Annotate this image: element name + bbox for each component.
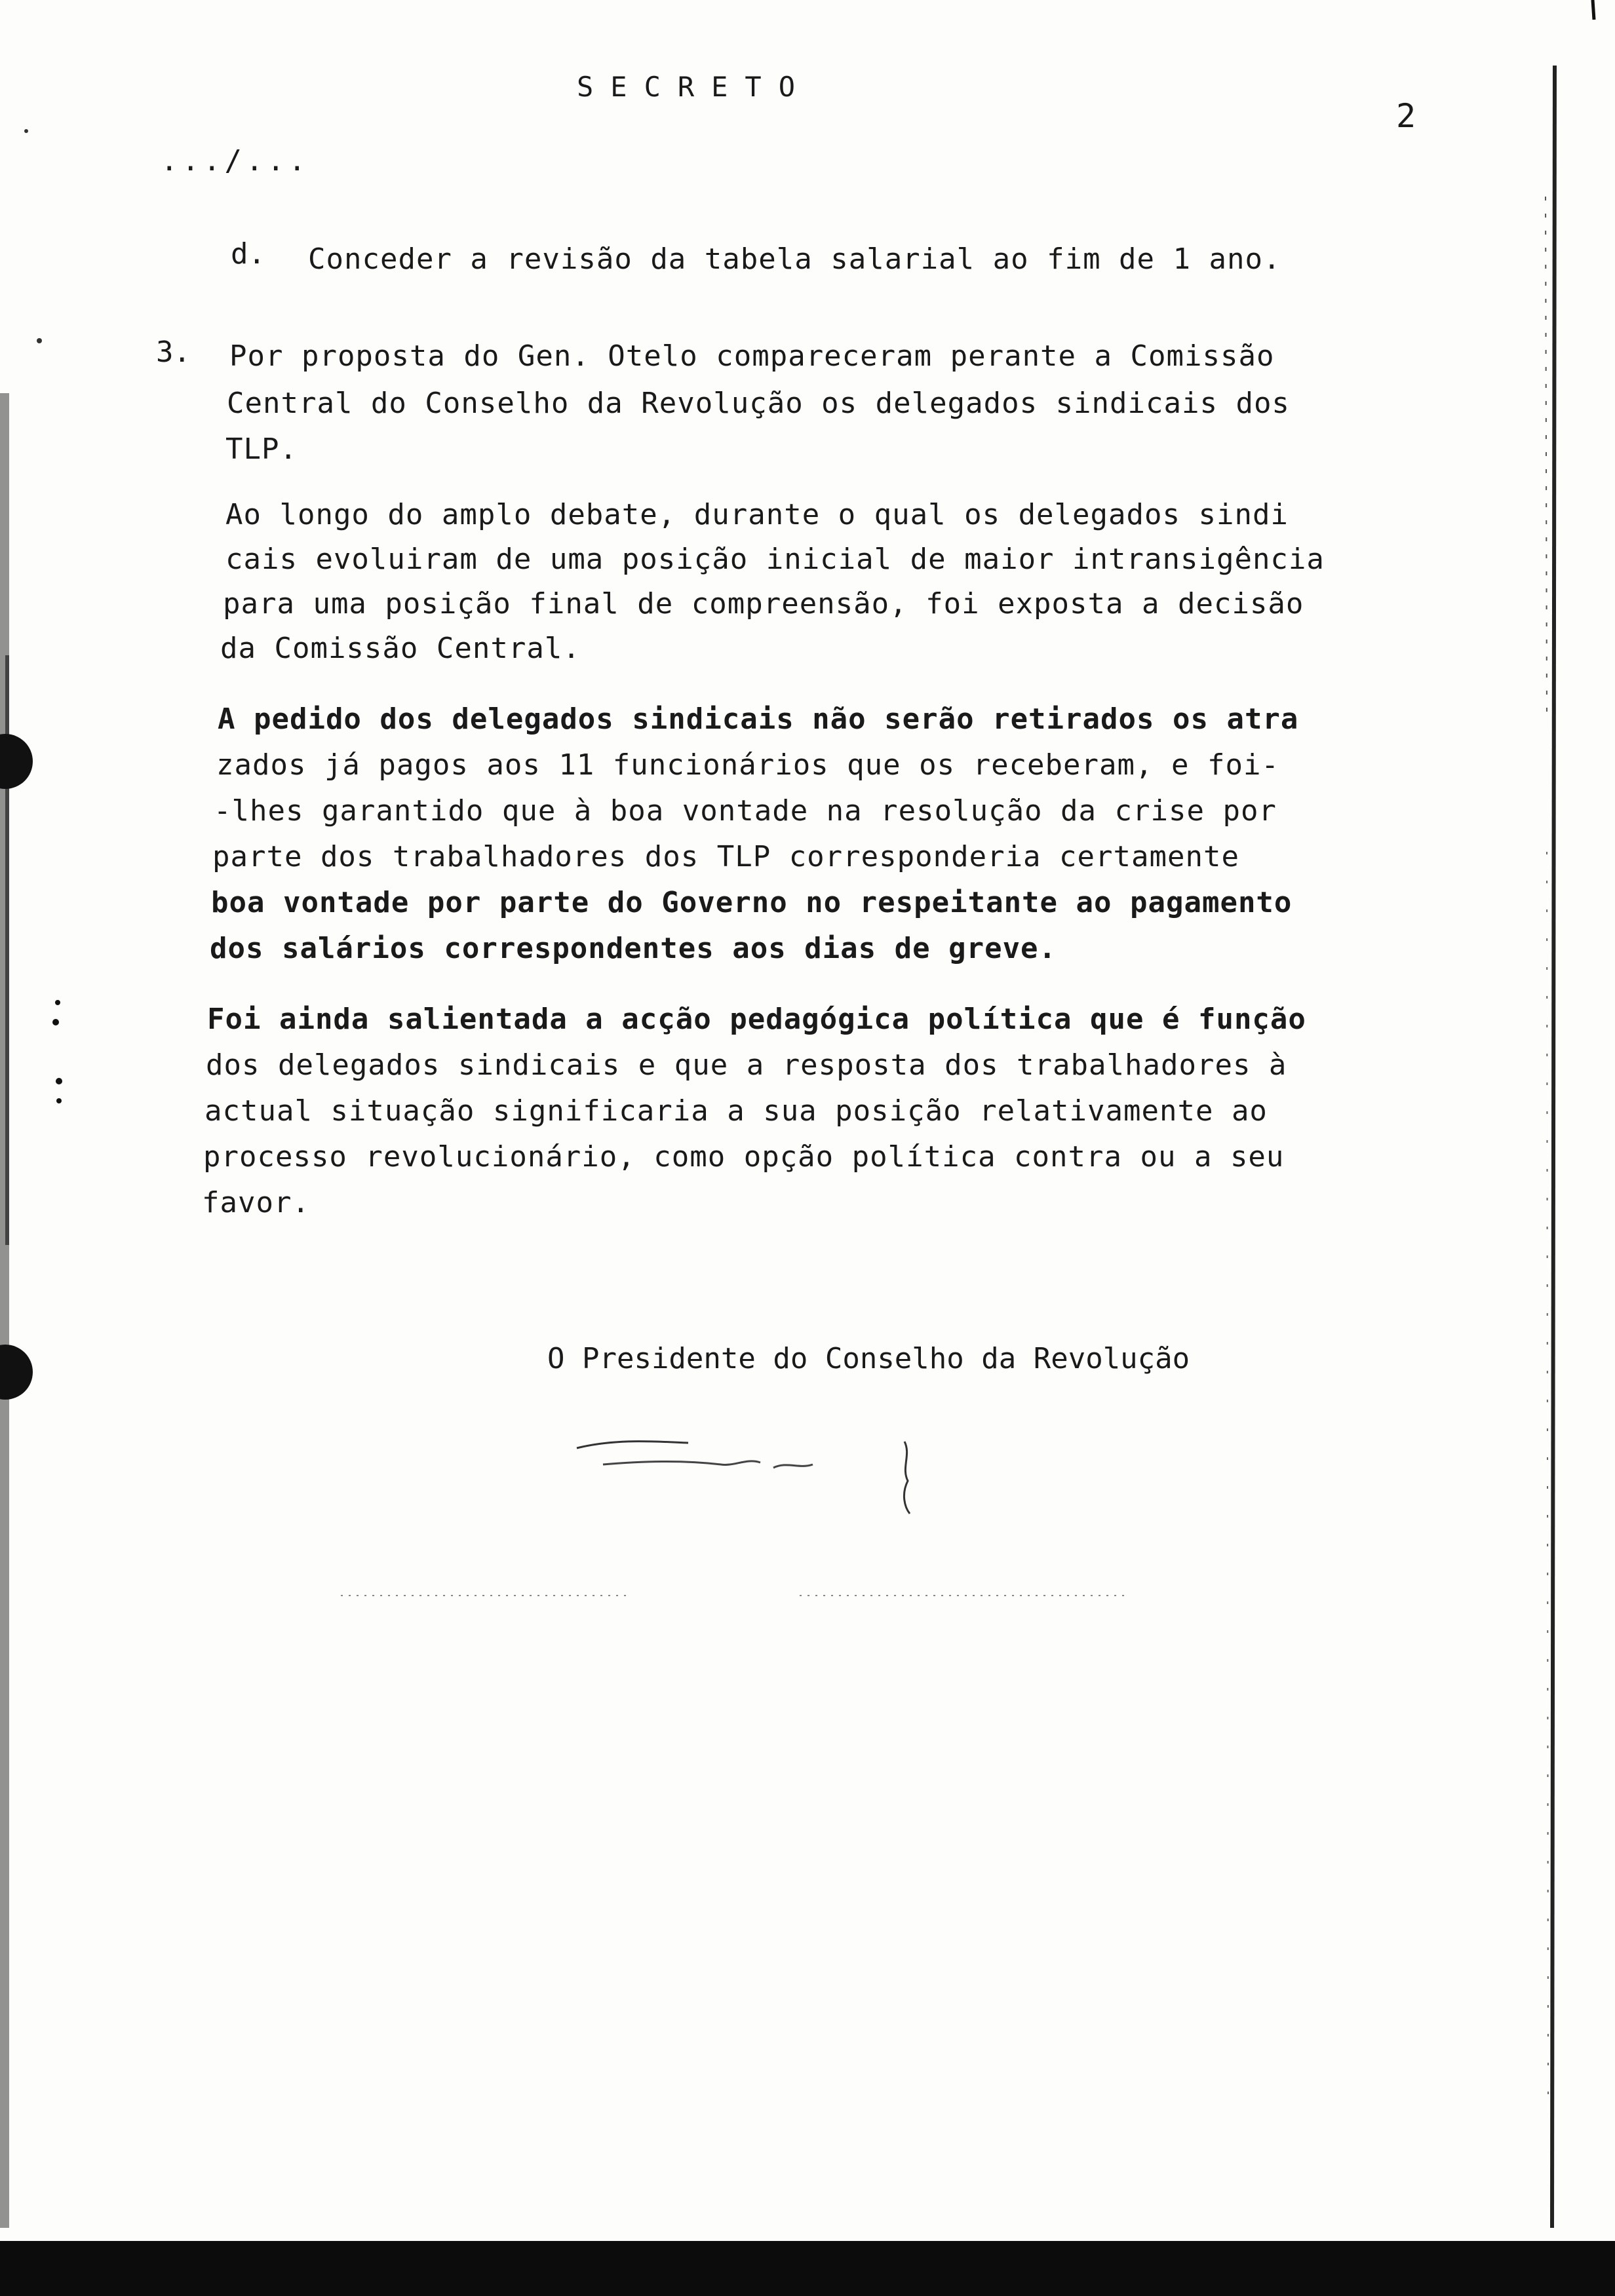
item-marker: 3. xyxy=(156,335,191,369)
text-line: A pedido dos delegados sindicais não serão retirados os atra xyxy=(218,702,1299,736)
text-line: Por proposta do Gen. Otelo compareceram perante a Comissão xyxy=(229,339,1275,373)
text-line: -lhes garantido que à boa vontade na resolução da crise por xyxy=(214,794,1277,828)
text-line: zados já pagos aos 11 funcionários que os receberam, e foi- xyxy=(216,748,1279,782)
text-line: favor. xyxy=(202,1186,310,1219)
text-line: da Comissão Central. xyxy=(220,632,581,665)
text-line: Ao longo do amplo debate, durante o qual os delegados sindi xyxy=(225,498,1289,531)
text-line: cais evoluiram de uma posição inicial de maior intransigência xyxy=(225,543,1325,576)
text-line: parte dos trabalhadores dos TLP corresponderia certamente xyxy=(212,840,1239,873)
item-d-text: Conceder a revisão da tabela salarial ao fim de 1 ano. xyxy=(308,242,1281,276)
text-line: Foi ainda salientada a acção pedagógica política que é função xyxy=(207,1003,1306,1036)
scan-bottom-band xyxy=(0,2241,1615,2296)
item-marker: d. xyxy=(231,237,265,271)
signatory-title: O Presidente do Conselho da Revolução xyxy=(547,1342,1190,1375)
text-line: dos salários correspondentes aos dias de greve. xyxy=(210,932,1057,965)
text-line: dos delegados sindicais e que a resposta dos trabalhadores à xyxy=(206,1048,1287,1082)
text-line: boa vontade por parte do Governo no respeitante ao pagamento xyxy=(211,886,1293,919)
text-line: processo revolucionário, como opção política contra ou a seu xyxy=(203,1140,1285,1174)
continuation-mark: .../... xyxy=(161,144,310,178)
scan-dotted-rule xyxy=(341,1586,1127,1605)
text-line: actual situação significaria a sua posição relativamente ao xyxy=(204,1094,1268,1128)
text-line: Central do Conselho da Revolução os delegados sindicais dos xyxy=(227,387,1290,420)
page-number: 2 xyxy=(1396,97,1416,135)
scan-right-border xyxy=(1494,0,1615,2241)
text-line: para uma posição final de compreensão, foi exposta a decisão xyxy=(223,587,1304,621)
scan-left-edge xyxy=(0,0,79,2296)
classification-header: SECRETO xyxy=(577,71,813,103)
text-line: TLP. xyxy=(225,432,298,466)
handwritten-signature xyxy=(564,1428,957,1533)
